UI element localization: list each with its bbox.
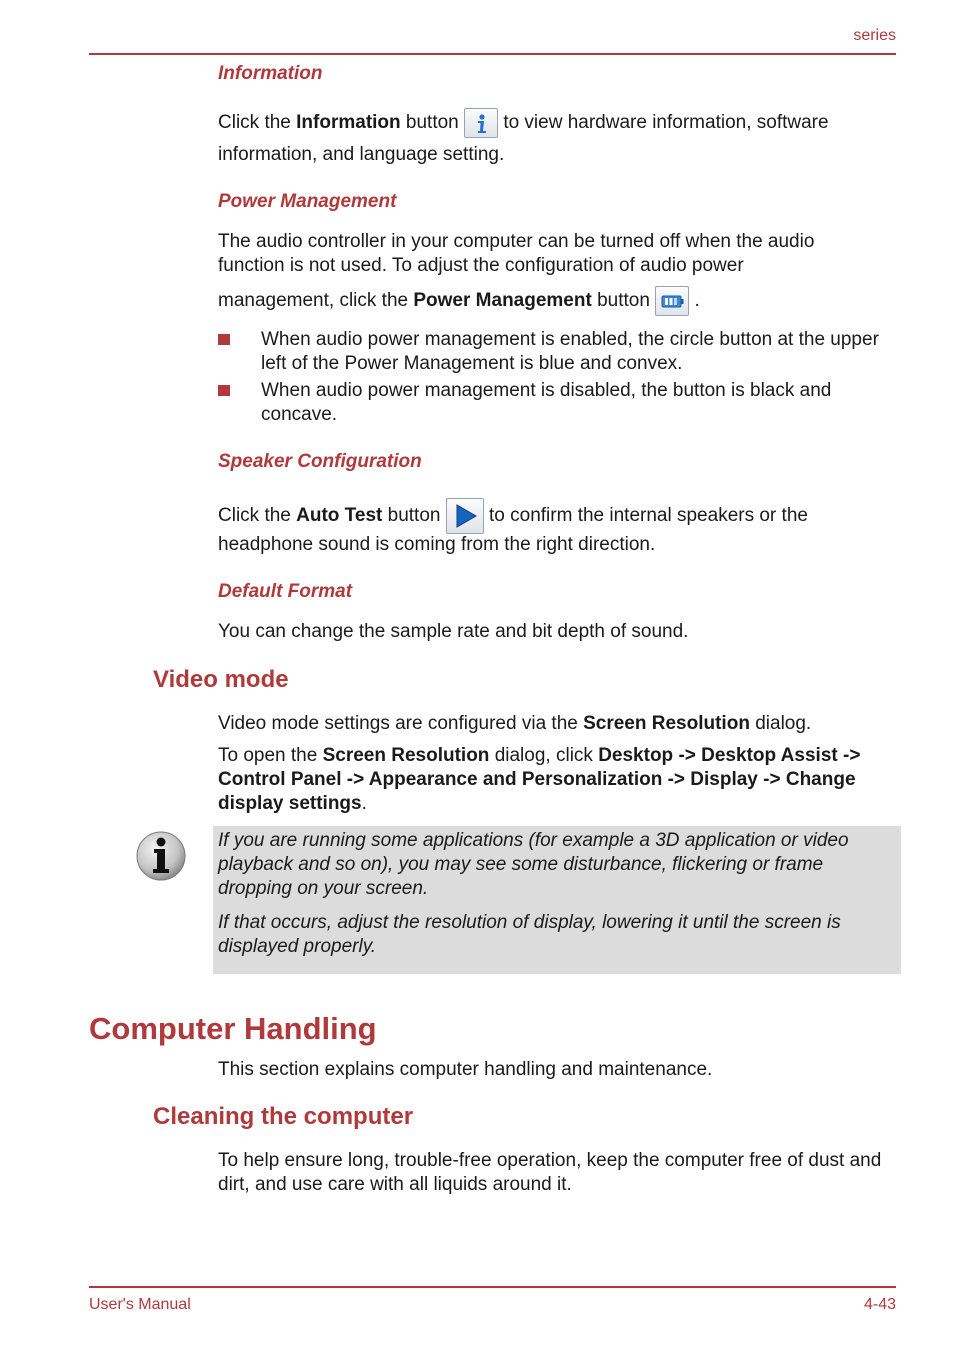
text: dialog. [749, 713, 812, 734]
list-item: When audio power management is disabled, the button is black and concave. [261, 380, 832, 425]
text: to confirm the internal speakers or the [489, 505, 808, 527]
speaker-paragraph-cont: headphone sound is coming from the right direction. [218, 534, 656, 555]
information-paragraph-cont: information, and language setting. [218, 144, 505, 165]
information-paragraph [218, 108, 898, 138]
bold-text: Auto Test [296, 505, 383, 527]
info-note-icon [135, 830, 187, 882]
running-header: series [853, 27, 896, 44]
power-paragraph: The audio controller in your computer can be turned off when the audio function is not used. To adjust the configuration of audio power [218, 231, 815, 276]
header-rule [89, 53, 896, 55]
note-paragraph-1: If you are running some applications (for example a 3D application or video playback and so on), you may see some disturbance, flickering or frame dropping on your screen. [218, 830, 849, 899]
video-mode-heading: Video mode [153, 666, 289, 693]
info-button-icon [464, 108, 498, 138]
handling-paragraph: This section explains computer handling and maintenance. [218, 1059, 713, 1080]
text: dialog, click [489, 745, 599, 766]
default-format-paragraph: You can change the sample rate and bit depth of sound. [218, 621, 689, 642]
speaker-paragraph [218, 498, 898, 534]
footer-manual-title: User's Manual [89, 1296, 191, 1313]
text: Click the [218, 112, 297, 134]
footer-rule [89, 1286, 896, 1288]
text: to view hardware information, software [503, 112, 829, 134]
text: Click the [218, 505, 297, 527]
bold-text: Screen Resolution [322, 745, 490, 766]
cleaning-heading: Cleaning the computer [153, 1103, 414, 1130]
bold-text: Screen Resolution [583, 713, 750, 734]
play-button-icon [446, 498, 484, 534]
speaker-configuration-heading: Speaker Configuration [218, 451, 422, 472]
power-management-heading: Power Management [218, 191, 397, 212]
default-format-heading: Default Format [218, 581, 353, 602]
page-number: 4-43 [863, 1296, 896, 1313]
computer-handling-heading: Computer Handling [89, 1011, 377, 1046]
power-paragraph-cont [218, 286, 898, 316]
bullet-marker [218, 334, 230, 345]
text: . [361, 793, 367, 814]
bold-path-text: Desktop -> Desktop Assist -> Control Panel -> Appearance and Personalization -> Display -> Change display settings [218, 745, 861, 814]
note-paragraph-2: If that occurs, adjust the resolution of display, lowering it until the screen is displayed properly. [218, 912, 841, 957]
bold-text: Information [296, 112, 401, 134]
text: To open the [218, 745, 323, 766]
information-heading: Information [218, 63, 323, 84]
text: Video mode settings are configured via the [218, 713, 584, 734]
battery-button-icon [655, 286, 689, 316]
text: button [400, 112, 465, 134]
text: management, click the [218, 290, 414, 312]
video-paragraph-2 [218, 744, 900, 816]
cleaning-paragraph: To help ensure long, trouble-free operation, keep the computer free of dust and dirt, and use care with all liquids around it. [218, 1150, 882, 1195]
text: button [382, 505, 446, 527]
list-item: When audio power management is enabled, the circle button at the upper left of the Power Management is blue and convex. [261, 329, 879, 374]
bullet-marker [218, 385, 230, 396]
text: button [591, 290, 656, 312]
bold-text: Power Management [413, 290, 592, 312]
video-paragraph [218, 712, 898, 736]
text: . [694, 290, 700, 312]
